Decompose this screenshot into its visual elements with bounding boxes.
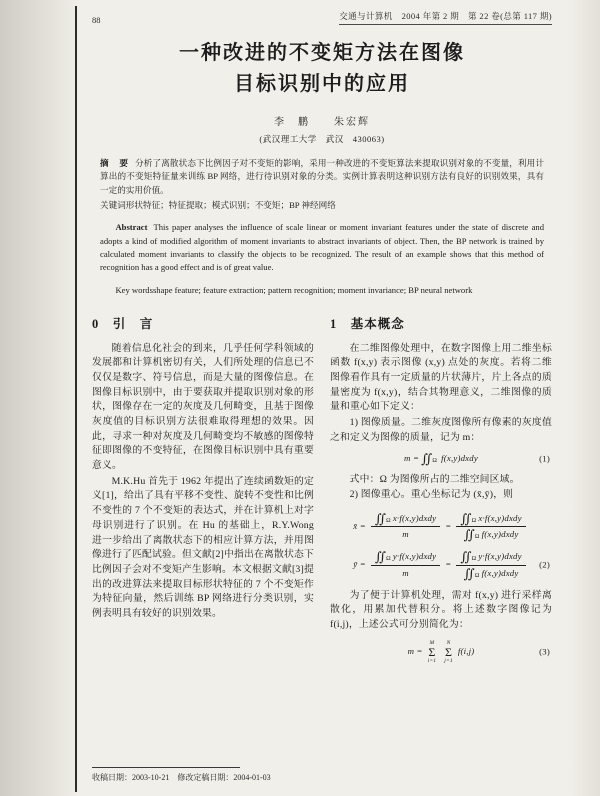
formula-3-number: (3) <box>539 646 550 657</box>
integral-domain: Ω <box>386 518 391 525</box>
fraction-numerator: x·f(x,y)dxdy <box>392 512 437 523</box>
formula-2-number: (2) <box>539 559 550 570</box>
abstract-cn-label: 摘 要 <box>100 158 130 168</box>
sigma-icon: Σ <box>428 644 436 659</box>
paper-title <box>92 38 552 100</box>
integral-domain: Ω <box>474 572 480 579</box>
fraction-numerator: x·f(x,y)dxdy <box>478 512 522 523</box>
section-1-paragraph-2: 为了便于计算机处理，需对 f(x,y) 进行采样离散化，用累加代替积分。将上述数字图像记为 f(i,j)，上述公式可分别简化为： <box>330 589 552 631</box>
formula-3-expression: f(i,j) <box>457 646 475 657</box>
fraction-numerator: y·f(x,y)dxdy <box>392 551 437 562</box>
footnote-rule <box>92 767 240 768</box>
fraction <box>456 550 525 579</box>
integral-domain: Ω <box>471 518 477 525</box>
paper-title-line2: 目标识别中的应用 <box>234 73 410 95</box>
double-integral-icon: ∬ <box>374 549 387 565</box>
equals-sign: = <box>445 521 452 532</box>
double-integral-icon: ∬ <box>463 565 475 581</box>
section-0-paragraph-1: 随着信息化社会的到来，几乎任何学科领域的发展都和计算机密切有关，人们所处理的信息已不仅仅是数字、符号信息，而是大量的图像信息。在图像目标识别中，由于要获取并提取识别对象的形状，图像存在一定的灰度及几何畸变，且基于图像灰度值的目标识别方法很难取得理想的效果。因此，寻求一种对灰度及几何畸变均不敏感的图像特征即图像的不变特征，在图像目标识别中具有重要意义。 <box>92 342 314 472</box>
keywords-en <box>100 284 544 297</box>
section-1-heading: 1 基本概念 <box>330 316 405 331</box>
keywords-cn-text: 形状特征；特征提取；模式识别；不变矩；BP 神经网络 <box>125 199 336 210</box>
formula-1 <box>330 452 552 465</box>
fraction-denominator: f(x,y)dxdy <box>481 529 519 540</box>
formula-1-expression: f(x,y)dxdy <box>441 453 478 464</box>
formula-2x-lhs: x̄ = <box>353 521 366 532</box>
keywords-cn <box>100 199 544 212</box>
paper-title-line1: 一种改进的不变矩方法在图像 <box>179 42 465 64</box>
formula-2y-lhs: ȳ = <box>353 559 366 570</box>
fraction-denominator: f(x,y)dxdy <box>481 567 519 578</box>
integral-domain: Ω <box>471 556 477 563</box>
fraction-denominator: m <box>402 529 409 540</box>
abstract-en <box>100 221 544 274</box>
formula-3 <box>330 640 552 664</box>
sum-upper-limit: N <box>446 639 451 646</box>
authors: 李 鹏 朱宏辉 <box>274 117 370 128</box>
keywords-en-text: shape feature; feature extraction; pattern recognition; moment invariance; BP neural network <box>152 284 473 295</box>
formula-3-lhs: m = <box>407 646 423 657</box>
keywords-en-label: Key words <box>115 284 153 295</box>
summation <box>428 640 437 664</box>
equals-sign: = <box>445 559 452 570</box>
received-dates: 收稿日期：2003-10-21 修改定稿日期：2004-01-03 <box>92 773 271 782</box>
double-integral-icon: ∬ <box>421 451 433 467</box>
journal-header: 交通与计算机 2004 年第 2 期 第 22 卷(总第 117 期) <box>339 10 552 25</box>
summation <box>444 640 453 664</box>
double-integral <box>421 452 439 465</box>
affiliation: (武汉理工大学 武汉 430063) <box>259 134 385 144</box>
abstract-en-label: Abstract <box>115 222 148 233</box>
double-integral-icon: ∬ <box>460 549 472 565</box>
formula-2-row-x <box>330 512 552 541</box>
double-integral-icon: ∬ <box>374 511 387 527</box>
left-column <box>92 312 314 671</box>
sum-lower-limit: j=1 <box>444 657 453 664</box>
formula-1-number: (1) <box>539 453 550 464</box>
fraction <box>371 550 440 579</box>
section-1-paragraph-1: 在二维图像处理中，在数字图像上用二维坐标函数 f(x,y) 表示图像 (x,y) 点处的灰度。若将二维图像看作具有一定质量的片状薄片，片上各点的质量密度为 f(x,y)，结合其物理意义，二维图像的质量和重心如下定义： <box>330 342 552 413</box>
two-column-body <box>92 312 552 671</box>
sum-upper-limit: M <box>429 639 435 646</box>
page-edge-line <box>75 6 77 792</box>
page-number: 88 <box>92 15 101 25</box>
formula-1-lhs: m = <box>404 453 420 464</box>
integral-domain: Ω <box>474 534 480 541</box>
fraction <box>456 512 525 541</box>
section-0-heading: 0 引 言 <box>92 316 154 331</box>
integral-domain: Ω <box>386 556 391 563</box>
sigma-icon: Σ <box>444 644 453 659</box>
double-integral-icon: ∬ <box>463 527 475 543</box>
page-content <box>92 10 552 671</box>
fraction-numerator: y·f(x,y)dxdy <box>478 551 522 562</box>
formula-2-row-y <box>330 550 552 579</box>
abstract-en-text: This paper analyses the influence of scale linear or moment invariant features under the state of discrete and adopts a kind of modified algorithm of moment invariants to abstract invariants of object. Then, the BP network is trained by calculated moment invariants to classify the objects to be recognized. The result of an example shows that this method of recognition has a good effect and is of great value. <box>100 222 544 273</box>
fraction-denominator: m <box>402 567 409 578</box>
integral-domain: Ω <box>432 458 438 465</box>
section-1-note-1: 式中：Ω 为图像所占的二维空间区域。 <box>349 473 520 485</box>
abstract-cn <box>100 157 544 197</box>
page-footnote <box>92 767 271 783</box>
section-1-item-2: 2) 图像重心。重心坐标记为 (x̄,ȳ)，则 <box>349 489 514 501</box>
abstract-cn-text: 分析了离散状态下比例因子对不变矩的影响，采用一种改进的不变矩算法来提取识别对象的不变量，利用计算出的不变矩特征量来训练 BP 网络，进行待识别对象的分类。实例计算表明这种识别方法有良好的识别效果，具有一定的实用价值。 <box>100 158 544 195</box>
double-integral-icon: ∬ <box>460 511 472 527</box>
keywords-cn-label: 关键词 <box>100 199 126 210</box>
section-1-item-1: 1) 图像质量。二维灰度图像所有像素的灰度值之和定义为图像的质量，记为 m： <box>330 417 552 443</box>
section-0-paragraph-2: M.K.Hu 首先于 1962 年提出了连续函数矩的定义[1]，给出了具有平移不变性、旋转不变性和比例不变性的 7 个不变矩的表达式，并在计算机上对字母识别进行了识别。在 Hu 的基础上，R.Y.Wong 进一步给出了离散状态下的相应计算方法，并用图像进行了匹配试验。但文献[2]中指出在离散状态下比例因子会对不变矩产生影响。本文根据文献[3]提出的改进算法来提取目标形状特征的 7 个不变矩作为特征向量，然后训练 BP 网络进行分类识别，实例表明具有较好的识别效果。 <box>92 475 314 619</box>
sum-lower-limit: i=1 <box>427 657 437 664</box>
right-column <box>330 312 552 671</box>
page-header <box>92 10 552 25</box>
fraction <box>371 512 440 541</box>
